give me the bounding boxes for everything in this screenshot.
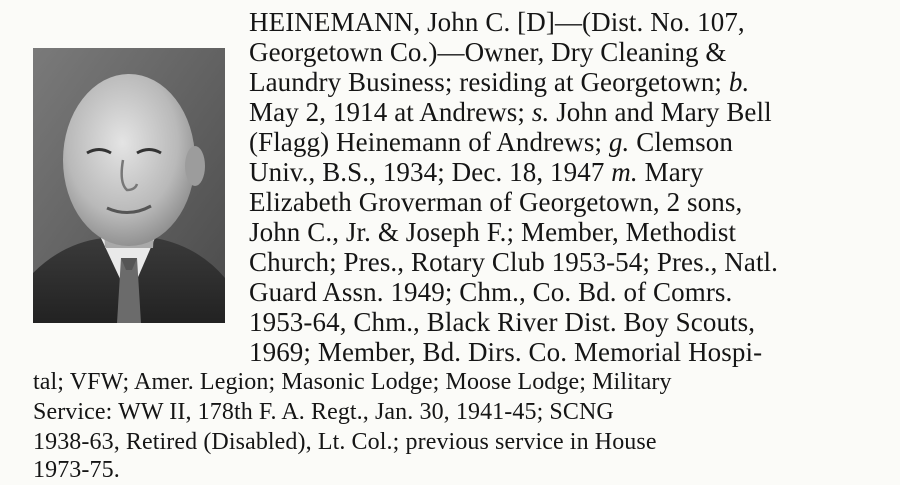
entry-line-2: Georgetown Co.)—Owner, Dry Cleaning & [249,37,727,67]
entry-line-8: John C., Jr. & Joseph F.; Member, Methodist [249,217,737,247]
entry-line-12: 1969; Member, Bd. Dirs. Co. Memorial Hospi- [249,337,763,367]
man-portrait-image [33,48,225,323]
entry-line-1: HEINEMANN, John C. [D]—(Dist. No. 107, [249,7,745,37]
entry-line-13: tal; VFW; Amer. Legion; Masonic Lodge; Moose Lodge; Military [33,369,672,395]
entry-line-16: 1973-75. [33,457,120,483]
entry-line-14: Service: WW II, 178th F. A. Regt., Jan. 30, 1941-45; SCNG [33,399,614,425]
entry-line-11: 1953-64, Chm., Black River Dist. Boy Scouts, [249,307,756,337]
entry-line-9: Church; Pres., Rotary Club 1953-54; Pres., Natl. [249,247,779,277]
entry-line-4: May 2, 1914 at Andrews; s. John and Mary Bell [249,97,772,127]
entry-line-15: 1938-63, Retired (Disabled), Lt. Col.; previous service in House [33,429,657,455]
entry-line-3: Laundry Business; residing at Georgetown; b. [249,67,750,97]
entry-line-6: Univ., B.S., 1934; Dec. 18, 1947 m. Mary [249,157,704,187]
entry-line-5: (Flagg) Heinemann of Andrews; g. Clemson [249,127,733,157]
entry-line-10: Guard Assn. 1949; Chm., Co. Bd. of Comrs. [249,277,733,307]
subject-name: HEINEMANN, John C. [D] [249,7,555,37]
entry-line-7: Elizabeth Groverman of Georgetown, 2 sons, [249,187,743,217]
portrait-photo [33,48,225,323]
